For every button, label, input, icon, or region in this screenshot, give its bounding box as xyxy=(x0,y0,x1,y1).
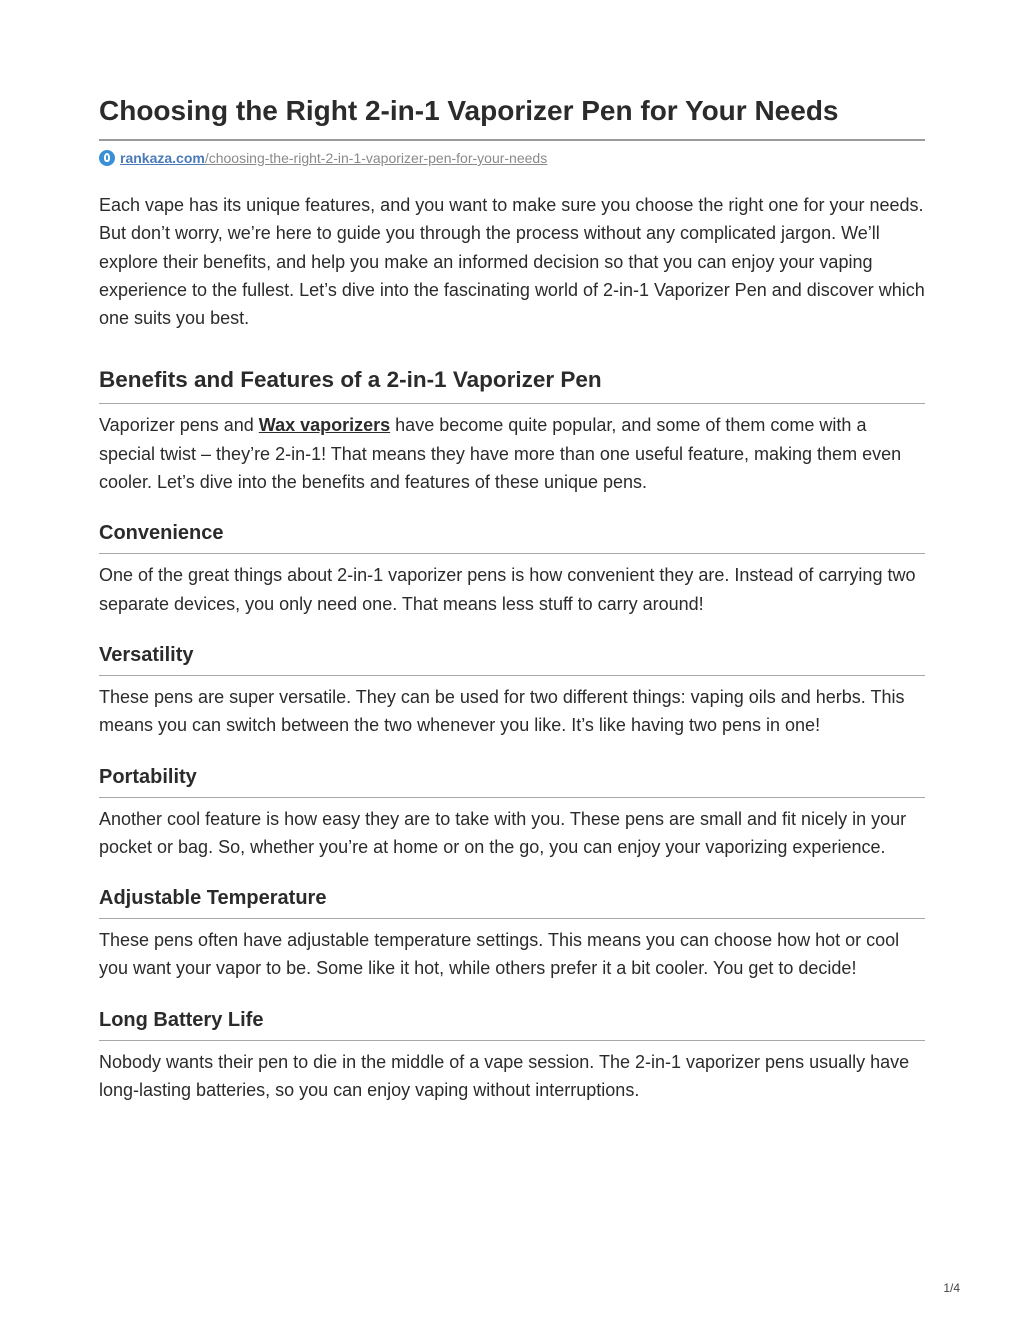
section-text-convenience: One of the great things about 2-in-1 vaporizer pens is how convenient they are. Instead of carrying two separate devices, you only need one. That means less stuff to carry around! xyxy=(99,565,916,614)
source-domain[interactable]: rankaza.com xyxy=(120,150,205,166)
source-link[interactable] xyxy=(120,150,547,166)
section-heading-long-battery-life: Long Battery Life xyxy=(99,1003,925,1041)
wax-vaporizers-link[interactable]: Wax vaporizers xyxy=(258,415,391,436)
benefits-heading: Benefits and Features of a 2-in-1 Vaporizer Pen xyxy=(99,362,925,404)
page-title: Choosing the Right 2-in-1 Vaporizer Pen for Your Needs xyxy=(99,92,925,141)
section-text-versatility: These pens are super versatile. They can be used for two different things: vaping oils and herbs. This means you can switch between the two whenever you like. It’s like having two pens in one! xyxy=(99,686,905,736)
section-heading-portability: Portability xyxy=(99,760,925,798)
section-text-adjustable-temperature: These pens often have adjustable temperature settings. This means you can choose how hot or cool you want your vapor to be. Some like it hot, while others prefer it a bit cooler. You get to decide! xyxy=(99,930,900,979)
section-heading-convenience: Convenience xyxy=(99,516,925,554)
intro-paragraph: Each vape has its unique features, and you want to make sure you choose the right one for your needs. But don’t worry, we’re here to guide you through the process without any complicated jargon. We’ll explore their benefits, and help you make an informed decision so that you can enjoy your vaping experience to the fullest. Let’s dive into the fascinating world of 2-in-1 Vaporizer Pen and discover which one suits you best. xyxy=(99,195,925,329)
section-heading-adjustable-temperature: Adjustable Temperature xyxy=(99,881,925,919)
section-heading-versatility: Versatility xyxy=(99,638,925,676)
benefits-text-before: Vaporizer pens and xyxy=(99,415,259,436)
section-text-long-battery-life: Nobody wants their pen to die in the middle of a vape session. The 2-in-1 vaporizer pens usually have long-lasting batteries, so you can enjoy vaping without interruptions. xyxy=(99,1051,910,1101)
benefits-text-after: have become quite popular, and some of them come with a special twist – they’re 2-in-1! That means they have more than one useful feature, making them even cooler. Let’s dive into the benefits and features of these unique pens. xyxy=(99,415,902,493)
page-number: 1/4 xyxy=(943,1281,960,1295)
section-text-portability: Another cool feature is how easy they are to take with you. These pens are small and fit nicely in your pocket or bag. So, whether you’re at home or on the go, you can enjoy your vaporizing experience. xyxy=(99,808,907,857)
source-path[interactable]: /choosing-the-right-2-in-1-vaporizer-pen-for-your-needs xyxy=(204,150,548,166)
source-line xyxy=(99,149,925,167)
site-favicon-icon xyxy=(99,150,115,166)
document-page xyxy=(99,92,925,1104)
benefits-paragraph xyxy=(99,411,925,496)
